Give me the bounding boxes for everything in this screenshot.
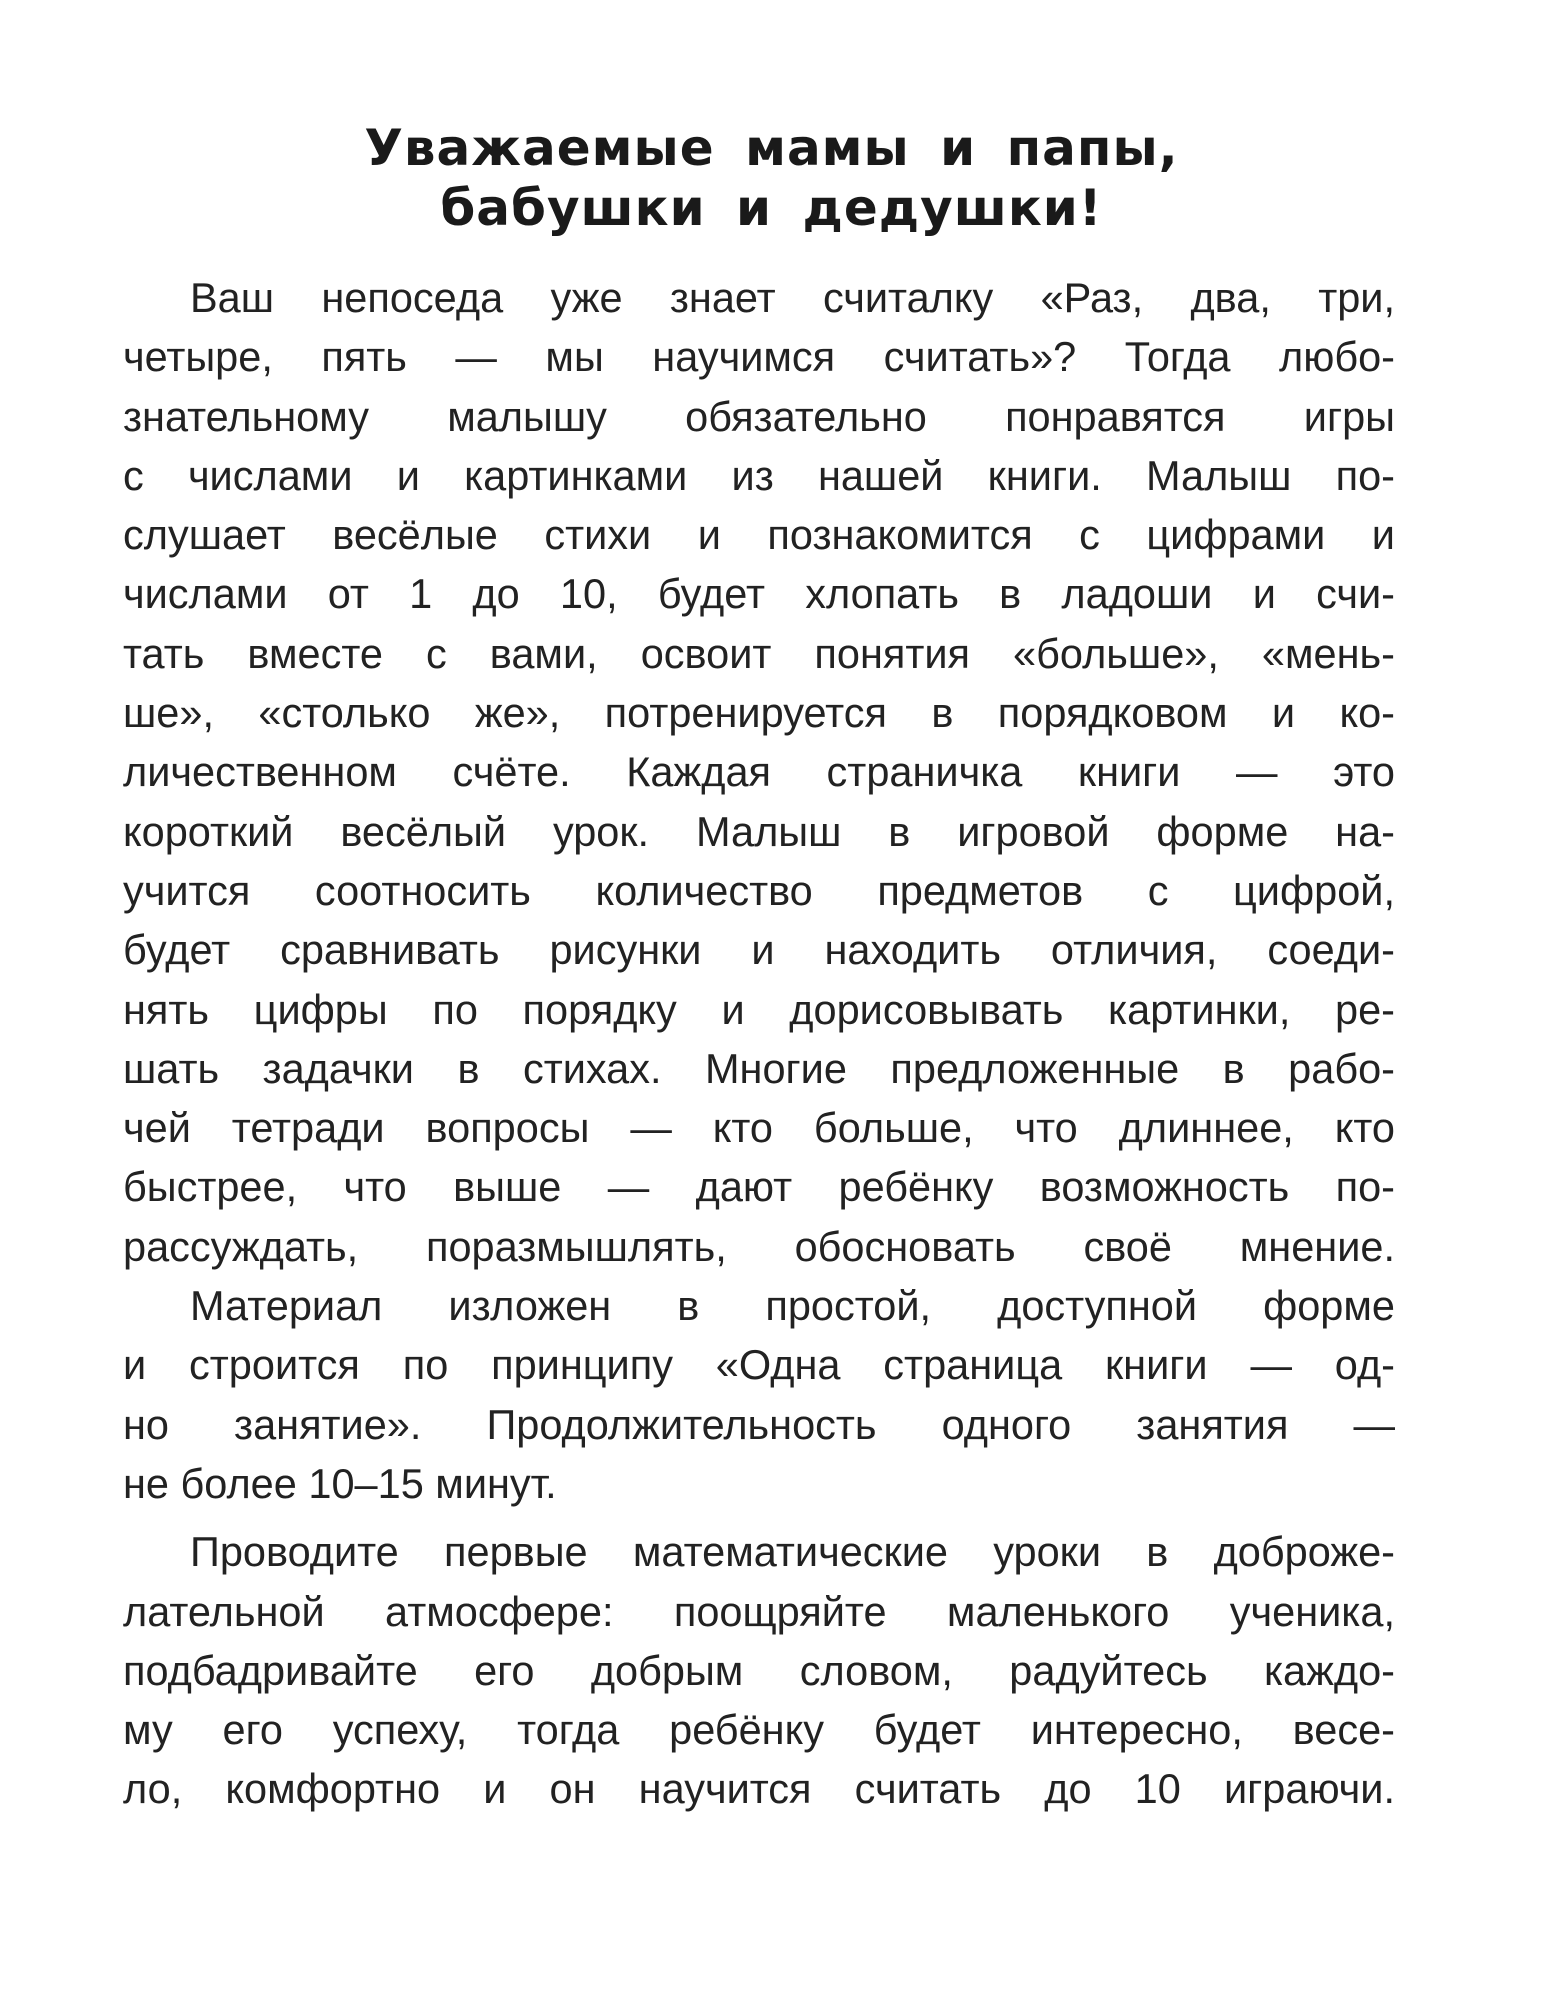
text-line: ше», «столько же», потренируется в порядковом и ко- xyxy=(123,689,1395,737)
paragraph-material xyxy=(123,1276,1395,1513)
text-line: и строится по принципу «Одна страница книги — од- xyxy=(123,1341,1395,1389)
text-line: Проводите первые математические уроки в доброже- xyxy=(190,1528,1395,1576)
text-line: чей тетради вопросы — кто больше, что длиннее, кто xyxy=(123,1104,1395,1152)
text-line: Ваш непоседа уже знает считалку «Раз, два, три, xyxy=(190,274,1395,321)
text-line: но занятие». Продолжительность одного занятия — xyxy=(123,1400,1395,1448)
paragraph-intro xyxy=(123,268,1395,1276)
heading-line: Уважаемые мамы и папы, xyxy=(364,119,1179,177)
text-line: рассуждать, поразмышлять, обосновать своё мнение. xyxy=(123,1222,1395,1270)
text-line: не более 10–15 минут. xyxy=(123,1459,557,1507)
text-line: короткий весёлый урок. Малыш в игровой форме на- xyxy=(123,807,1395,855)
text-line: учится соотносить количество предметов с цифрой, xyxy=(123,866,1395,914)
text-line: знательному малышу обязательно понравятся игры xyxy=(123,392,1395,440)
heading-line: бабушки и дедушки! xyxy=(440,179,1103,237)
page-heading xyxy=(0,118,1543,238)
text-line: му его успеху, тогда ребёнку будет интересно, весе- xyxy=(123,1706,1395,1754)
text-line: тать вместе с вами, освоит понятия «больше», «мень- xyxy=(123,629,1395,677)
text-line: с числами и картинками из нашей книги. Малыш по- xyxy=(123,451,1395,499)
text-line: личественном счёте. Каждая страничка книги — это xyxy=(123,748,1395,796)
text-line: Материал изложен в простой, доступной форме xyxy=(190,1282,1395,1330)
text-line: ло, комфортно и он научится считать до 10 играючи. xyxy=(123,1765,1395,1813)
text-line: четыре, пять — мы научимся считать»? Тогда любо- xyxy=(123,333,1395,381)
text-line: быстрее, что выше — дают ребёнку возможность по- xyxy=(123,1163,1395,1211)
body-text xyxy=(123,268,1395,1819)
text-line: нять цифры по порядку и дорисовывать картинки, ре- xyxy=(123,985,1395,1033)
paragraph-gap xyxy=(123,1513,1395,1522)
text-line: лательной атмосфере: поощряйте маленького ученика, xyxy=(123,1587,1395,1635)
text-line: будет сравнивать рисунки и находить отличия, соеди- xyxy=(123,926,1395,974)
text-line: подбадривайте его добрым словом, радуйтесь каждо- xyxy=(123,1646,1395,1694)
paragraph-advice xyxy=(123,1522,1395,1818)
text-line: числами от 1 до 10, будет хлопать в ладоши и счи- xyxy=(123,570,1395,618)
text-line: шать задачки в стихах. Многие предложенные в рабо- xyxy=(123,1044,1395,1092)
text-line: слушает весёлые стихи и познакомится с цифрами и xyxy=(123,511,1395,559)
